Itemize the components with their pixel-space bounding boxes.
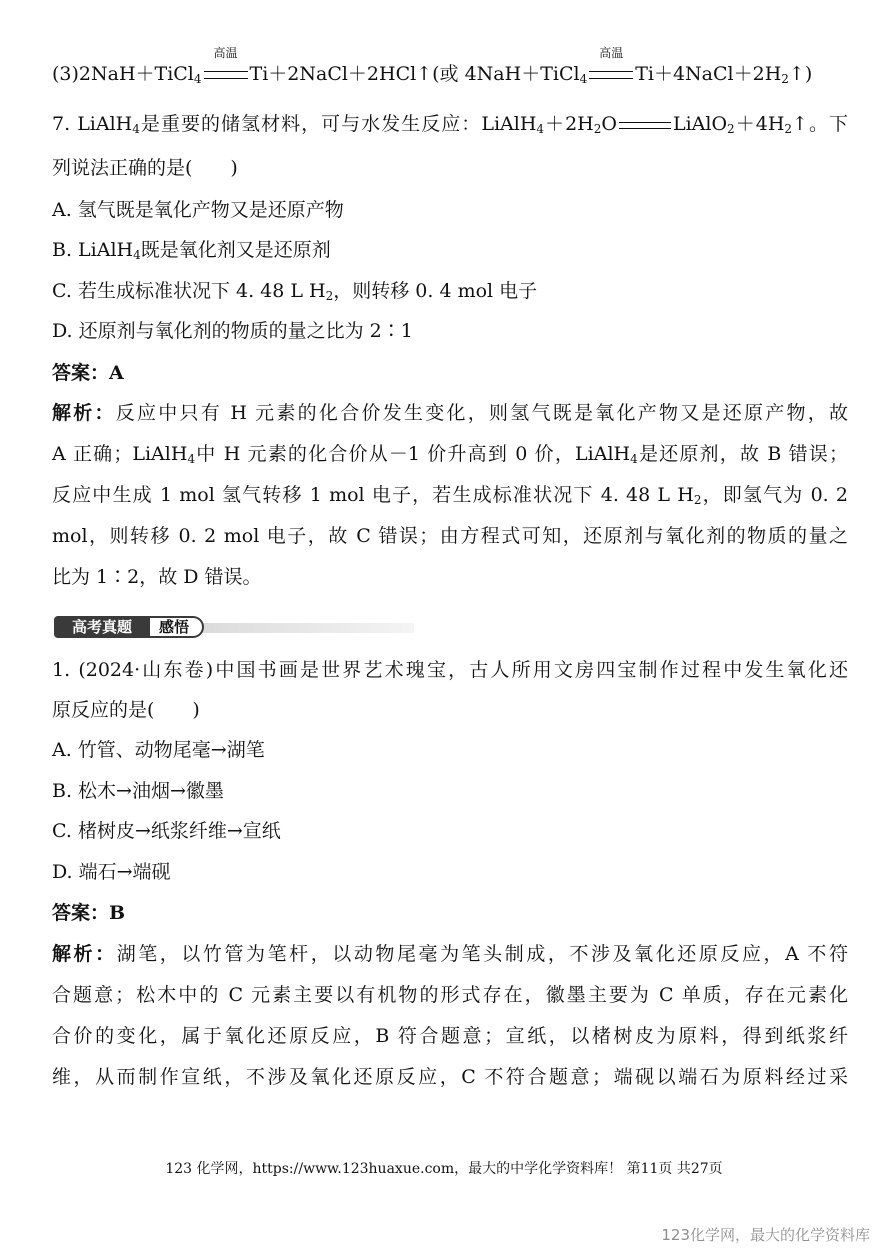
q1-answer	[52, 899, 848, 927]
subscript: 4	[630, 452, 638, 466]
page-footer: 123 化学网，https://www.123huaxue.com，最大的中学化学资料库！ 第11页 共27页	[165, 1161, 723, 1177]
q7-explanation-line3	[52, 481, 848, 509]
subscript: 2	[593, 122, 602, 136]
equals-bar	[589, 71, 633, 79]
text: 湖笔，以竹管为笔杆，以动物尾毫为笔头制成，不涉及氧化还原反应，A 不符	[116, 943, 848, 965]
subscript: 2	[693, 493, 702, 507]
explanation-label: 解析：	[52, 943, 117, 965]
text: C. 若生成标准状况下 4. 48 L H	[52, 280, 326, 302]
equals-bar	[619, 122, 671, 129]
text: ，则转移 0. 4 mol 电子	[333, 280, 538, 302]
q7-explanation-line4: mol，则转移 0. 2 mol 电子，故 C 错误；由方程式可知，还原剂与氧化剂的物质的量之	[52, 525, 848, 547]
subscript: 4	[579, 72, 588, 86]
q7-option-b	[52, 236, 848, 264]
q1-explanation-line3: 合价的变化，属于氧化还原反应，B 符合题意；宣纸，以楮树皮为原料，得到纸浆纤	[52, 1025, 848, 1047]
q1-option-c: C. 楮树皮→纸浆纤维→宣纸	[52, 820, 281, 842]
text: ，即氢气为 0. 2	[701, 484, 848, 506]
banner-gradient-bar	[174, 623, 414, 633]
reaction-condition	[589, 46, 633, 88]
text: 反应中只有 H 元素的化合价发生变化，则氢气既是氧化产物又是还原产物，故	[115, 402, 848, 424]
subscript: 4	[187, 452, 196, 466]
watermark-text: 123化学网，最大的化学资料库	[661, 1226, 870, 1244]
subscript: 4	[133, 248, 141, 262]
condition-label: 高温	[599, 46, 624, 60]
text: 7. LiAlH	[52, 113, 133, 135]
section-tag-primary: 高考真题	[54, 616, 150, 638]
text: ↑)	[788, 63, 813, 85]
text: 反应中生成 1 mol 氢气转移 1 mol 电子，若生成标准状况下 4. 48 L H	[52, 484, 694, 506]
subscript: 4	[536, 122, 545, 136]
q7-option-d: D. 还原剂与氧化剂的物质的量之比为 2∶1	[52, 320, 413, 342]
subscript: 4	[193, 72, 202, 86]
q1-stem-line2: 原反应的是( )	[52, 699, 200, 721]
q7-option-a: A. 氢气既是氧化产物又是还原产物	[52, 199, 344, 221]
text: A 正确；LiAlH	[52, 443, 188, 465]
text: 中 H 元素的化合价从－1 价升高到 0 价，LiAlH	[195, 443, 631, 465]
equals-bar	[204, 71, 248, 79]
explanation-label: 解析：	[52, 402, 116, 424]
text: Ti＋4NaCl＋2H	[635, 63, 782, 85]
text: Ti＋2NaCl＋2HCl↑(或 4NaH＋TiCl	[249, 63, 580, 85]
q1-stem-line1: 1. (2024·山东卷)中国书画是世界艺术瑰宝，古人所用文房四宝制作过程中发生氧化还	[52, 659, 848, 681]
text: 是重要的储氢材料，可与水发生反应：LiAlH	[139, 113, 537, 135]
text: LiAlO	[672, 113, 728, 135]
subscript: 2	[727, 122, 735, 136]
answer-value: A	[109, 362, 124, 384]
condition-label: 高温	[213, 46, 238, 60]
section-banner	[54, 616, 414, 638]
subscript: 2	[781, 72, 789, 86]
q1-explanation-line2: 合题意；松木中的 C 元素主要以有机物的形式存在，徽墨主要为 C 单质，存在元素化	[52, 984, 848, 1006]
subscript: 4	[132, 122, 140, 136]
q7-stem-line2: 列说法正确的是( )	[52, 157, 238, 179]
q7-explanation-line5: 比为 1∶2，故 D 错误。	[52, 566, 262, 588]
q1-option-d: D. 端石→端砚	[52, 861, 171, 883]
q7-explanation-line2	[52, 440, 848, 468]
answer-label: 答案：	[52, 362, 110, 384]
q7-answer	[52, 359, 848, 387]
reaction-3-line	[52, 46, 848, 88]
reaction-condition	[204, 46, 248, 88]
q1-explanation-line1	[52, 940, 848, 968]
answer-label: 答案：	[52, 902, 110, 924]
q7-stem-line1	[52, 110, 848, 138]
answer-value: B	[109, 902, 126, 924]
subscript: 2	[325, 289, 334, 303]
text: B. LiAlH	[52, 239, 134, 261]
text: ＋4H	[734, 113, 785, 135]
text: 是还原剂，故 B 错误；	[637, 443, 849, 465]
text: ＋2H	[544, 113, 594, 135]
subscript: 2	[784, 122, 793, 136]
text: ↑。下	[792, 113, 849, 135]
text: 既是氧化剂又是还原剂	[140, 239, 331, 261]
text: O	[601, 113, 617, 135]
q7-explanation-line1	[52, 399, 848, 427]
q7-option-c	[52, 277, 848, 305]
q1-option-a: A. 竹管、动物尾毫→湖笔	[52, 739, 265, 761]
q1-option-b: B. 松木→油烟→徽墨	[52, 780, 224, 802]
section-tag-secondary: 感悟	[146, 616, 204, 638]
text: (3)2NaH＋TiCl	[52, 63, 194, 85]
q1-explanation-line4: 维，从而制作宣纸，不涉及氧化还原反应，C 不符合题意；端砚以端石为原料经过采	[52, 1066, 848, 1088]
